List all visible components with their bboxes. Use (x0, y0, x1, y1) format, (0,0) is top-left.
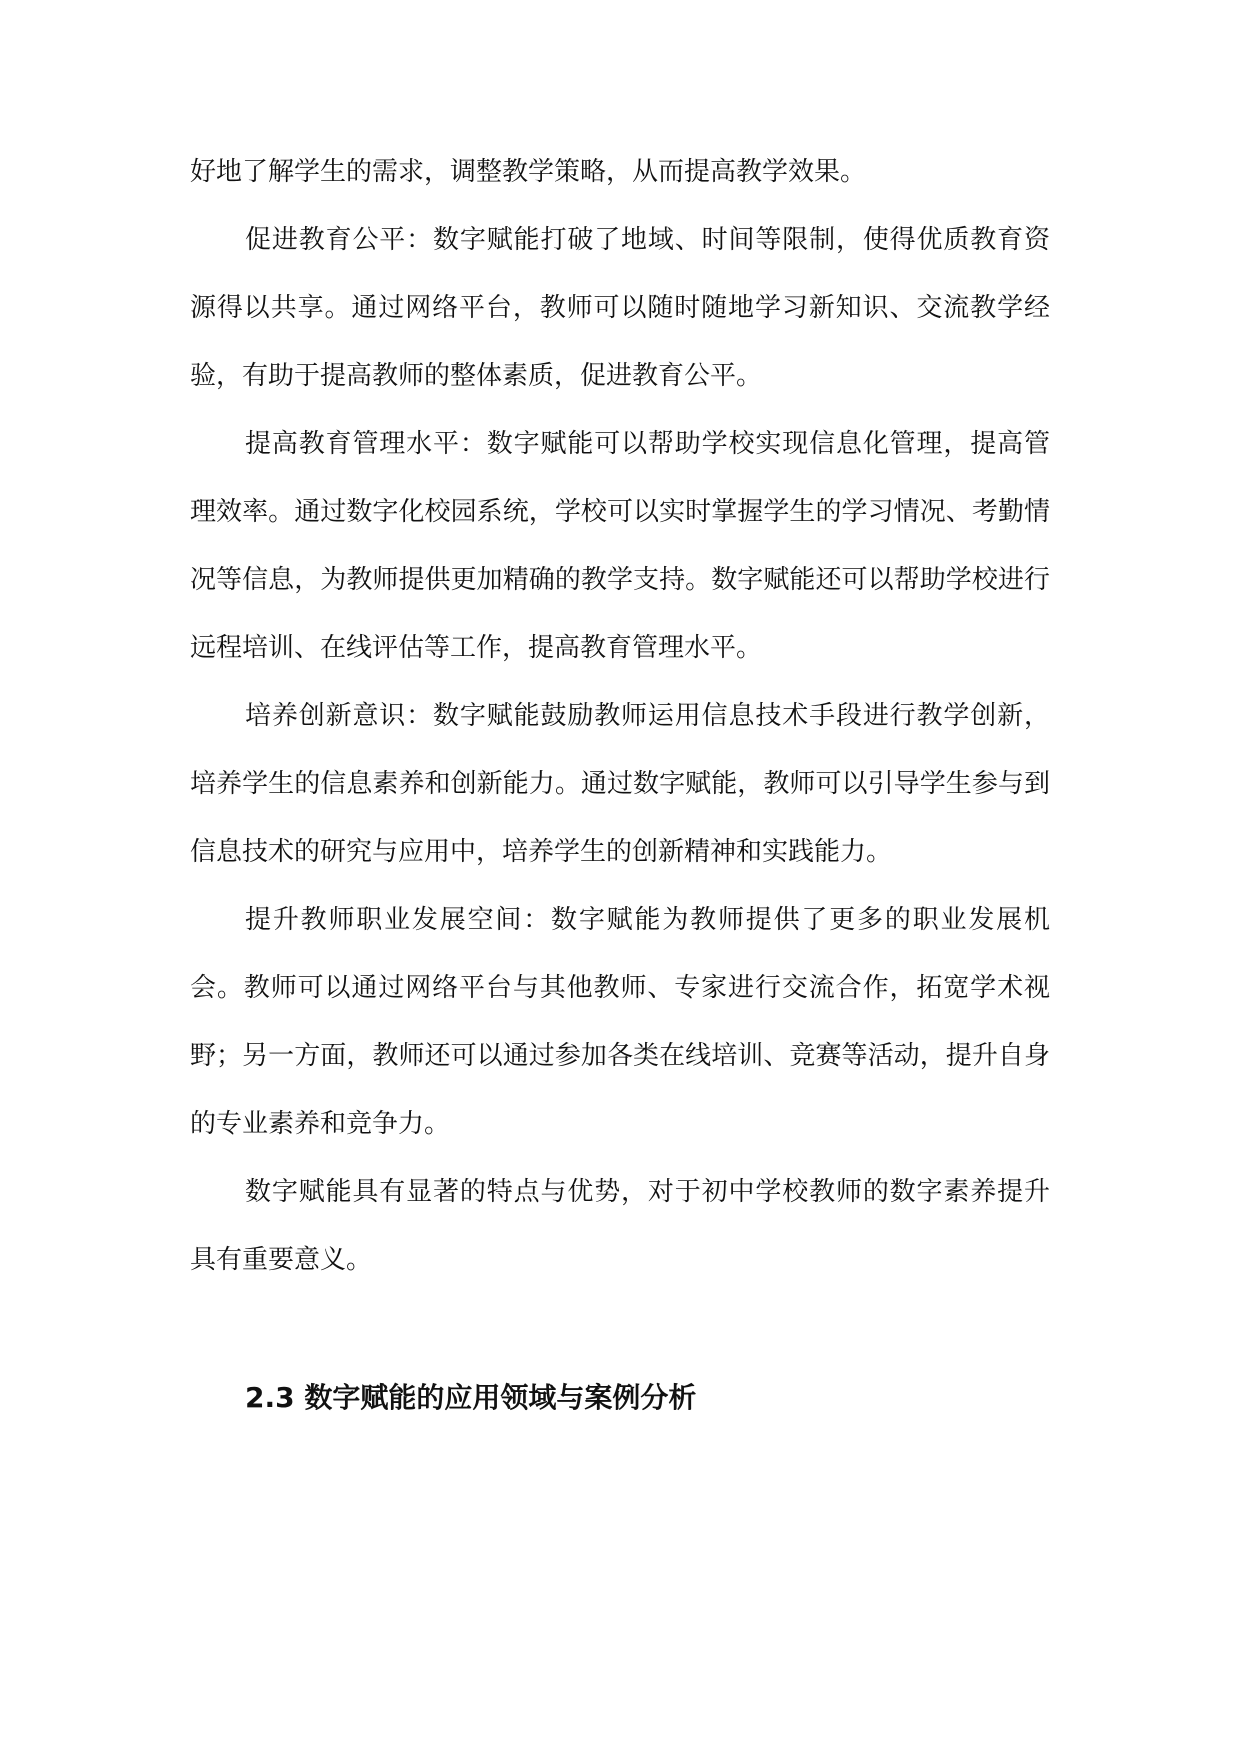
paragraph-management-level: 提高教育管理水平：数字赋能可以帮助学校实现信息化管理，提高管理效率。通过数字化校园系统，学校可以实时掌握学生的学习情况、考勤情况等信息，为教师提供更加精确的教学支持。数字赋能还可以帮助学校进行远程培训、在线评估等工作，提高教育管理水平。 (190, 429, 1050, 663)
paragraph-continuation: 好地了解学生的需求，调整教学策略，从而提高教学效果。 (190, 157, 867, 187)
paragraph-innovation-awareness: 培养创新意识：数字赋能鼓励教师运用信息技术手段进行教学创新，培养学生的信息素养和创新能力。通过数字赋能，教师可以引导学生参与到信息技术的研究与应用中，培养学生的创新精神和实践能力。 (190, 701, 1050, 867)
paragraph-career-development: 提升教师职业发展空间：数字赋能为教师提供了更多的职业发展机会。教师可以通过网络平台与其他教师、专家进行交流合作，拓宽学术视野；另一方面，教师还可以通过参加各类在线培训、竞赛等活动，提升自身的专业素养和竞争力。 (190, 905, 1050, 1139)
paragraph-education-equity: 促进教育公平：数字赋能打破了地域、时间等限制，使得优质教育资源得以共享。通过网络平台，教师可以随时随地学习新知识、交流教学经验，有助于提高教师的整体素质，促进教育公平。 (190, 225, 1050, 391)
document-body (190, 138, 1050, 1294)
paragraph-summary: 数字赋能具有显著的特点与优势，对于初中学校教师的数字素养提升具有重要意义。 (190, 1177, 1050, 1275)
section-heading: 2.3 数字赋能的应用领域与案例分析 (245, 1381, 697, 1414)
